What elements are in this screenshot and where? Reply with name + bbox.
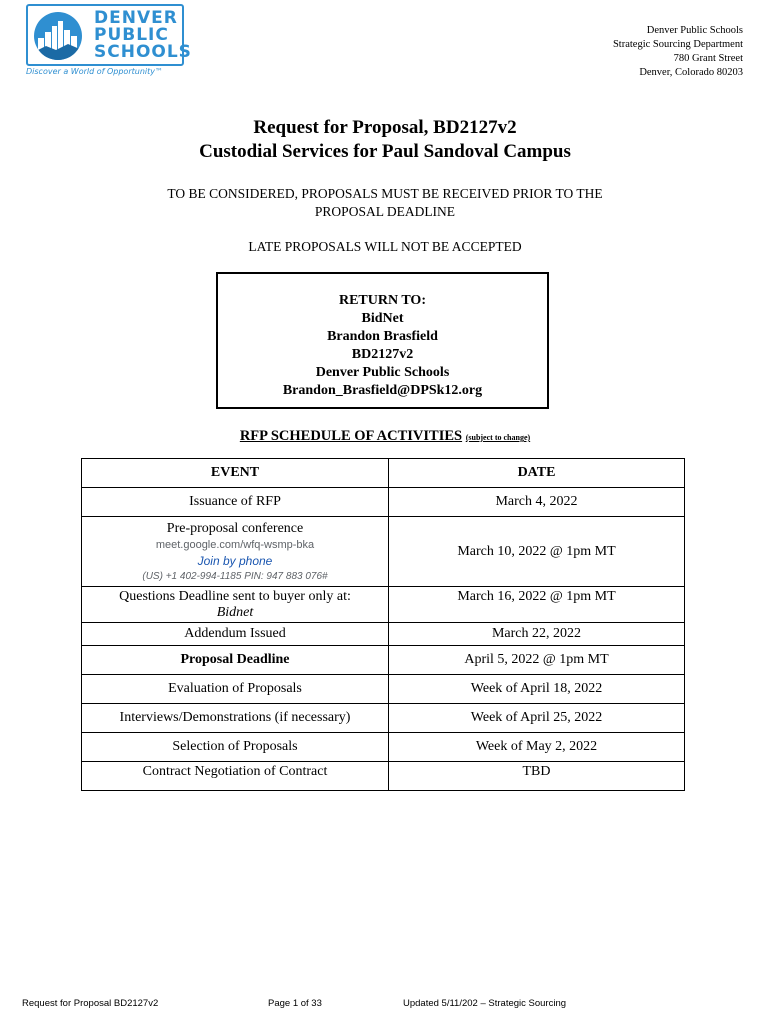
date-cell: March 4, 2022 [389,488,685,517]
footer-updated: Updated 5/11/202 – Strategic Sourcing [403,998,567,1009]
join-by-phone-link[interactable]: Join by phone [197,553,273,568]
table-row [82,704,685,733]
date-column-header: DATE [389,459,685,488]
date-cell: March 16, 2022 @ 1pm MT [389,587,685,623]
footer-page-number: Page 1 of 33 [268,998,322,1009]
return-line: BD2127v2 [351,347,414,362]
date-cell: April 5, 2022 @ 1pm MT [389,646,685,675]
table-row [82,587,685,623]
date-cell: Week of May 2, 2022 [389,733,685,762]
date-cell: March 10, 2022 @ 1pm MT [389,517,685,587]
date-cell: Week of April 18, 2022 [389,675,685,704]
return-line: Denver Public Schools [315,365,450,380]
document-title [0,116,770,164]
address-line: Strategic Sourcing Department [612,39,743,50]
return-email: Brandon_Brasfield@DPSk12.org [282,383,483,398]
event-cell: Contract Negotiation of Contract [82,762,389,791]
dial-in-pin: (US) +1 402-994-1185 PIN: 947 883 076# [142,570,328,582]
late-notice: LATE PROPOSALS WILL NOT BE ACCEPTED [248,239,522,254]
table-row [82,675,685,704]
event-cell: Addendum Issued [82,623,389,646]
table-row [82,646,685,675]
schedule-subtitle: (subject to change) [465,433,531,442]
logo-wordmark: DENVER PUBLIC SCHOOLS [94,8,192,62]
table-row [82,733,685,762]
date-cell: TBD [389,762,685,791]
address-line: Denver Public Schools [646,25,743,36]
title-line-1: Request for Proposal, BD2127v2 [253,117,517,138]
table-row [82,488,685,517]
event-cell: Selection of Proposals [82,733,389,762]
consideration-notice: TO BE CONSIDERED, PROPOSALS MUST BE RECEIVED PRIOR TO THE PROPOSAL DEADLINE [167,186,603,219]
preproposal-event: Pre-proposal conference [166,520,304,536]
return-to-box [216,272,549,409]
date-cell: March 22, 2022 [389,623,685,646]
meeting-link[interactable]: meet.google.com/wfq-wsmp-bka [155,538,315,551]
sender-address [613,24,743,80]
event-cell [82,517,389,587]
event-cell: Proposal Deadline [82,646,389,675]
table-row [82,623,685,646]
logo-frame [26,4,192,66]
event-cell: Evaluation of Proposals [82,675,389,704]
schedule-title: RFP SCHEDULE OF ACTIVITIES (subject to change) [239,428,531,444]
event-cell: Questions Deadline sent to buyer only at: Bidnet [82,587,389,623]
table-row [82,517,685,587]
table-row [82,762,685,791]
date-cell: Week of April 25, 2022 [389,704,685,733]
address-line: 780 Grant Street [673,53,743,64]
logo-tagline: Discover a World of Opportunity™ [26,67,163,76]
event-column-header: EVENT [82,459,389,488]
address-line: Denver, Colorado 80203 [639,67,743,78]
event-cell: Issuance of RFP [82,488,389,517]
schedule-table [81,458,685,791]
table-header-row [82,459,685,488]
footer-document-name: Request for Proposal BD2127v2 [22,998,159,1009]
title-line-2: Custodial Services for Paul Sandoval Campus [199,141,571,162]
dps-logo [26,4,192,80]
return-line: BidNet [361,311,404,326]
event-cell: Interviews/Demonstrations (if necessary) [82,704,389,733]
return-line: Brandon Brasfield [327,329,438,344]
skyline-emblem-icon [34,12,82,60]
return-heading: RETURN TO: [338,293,426,308]
